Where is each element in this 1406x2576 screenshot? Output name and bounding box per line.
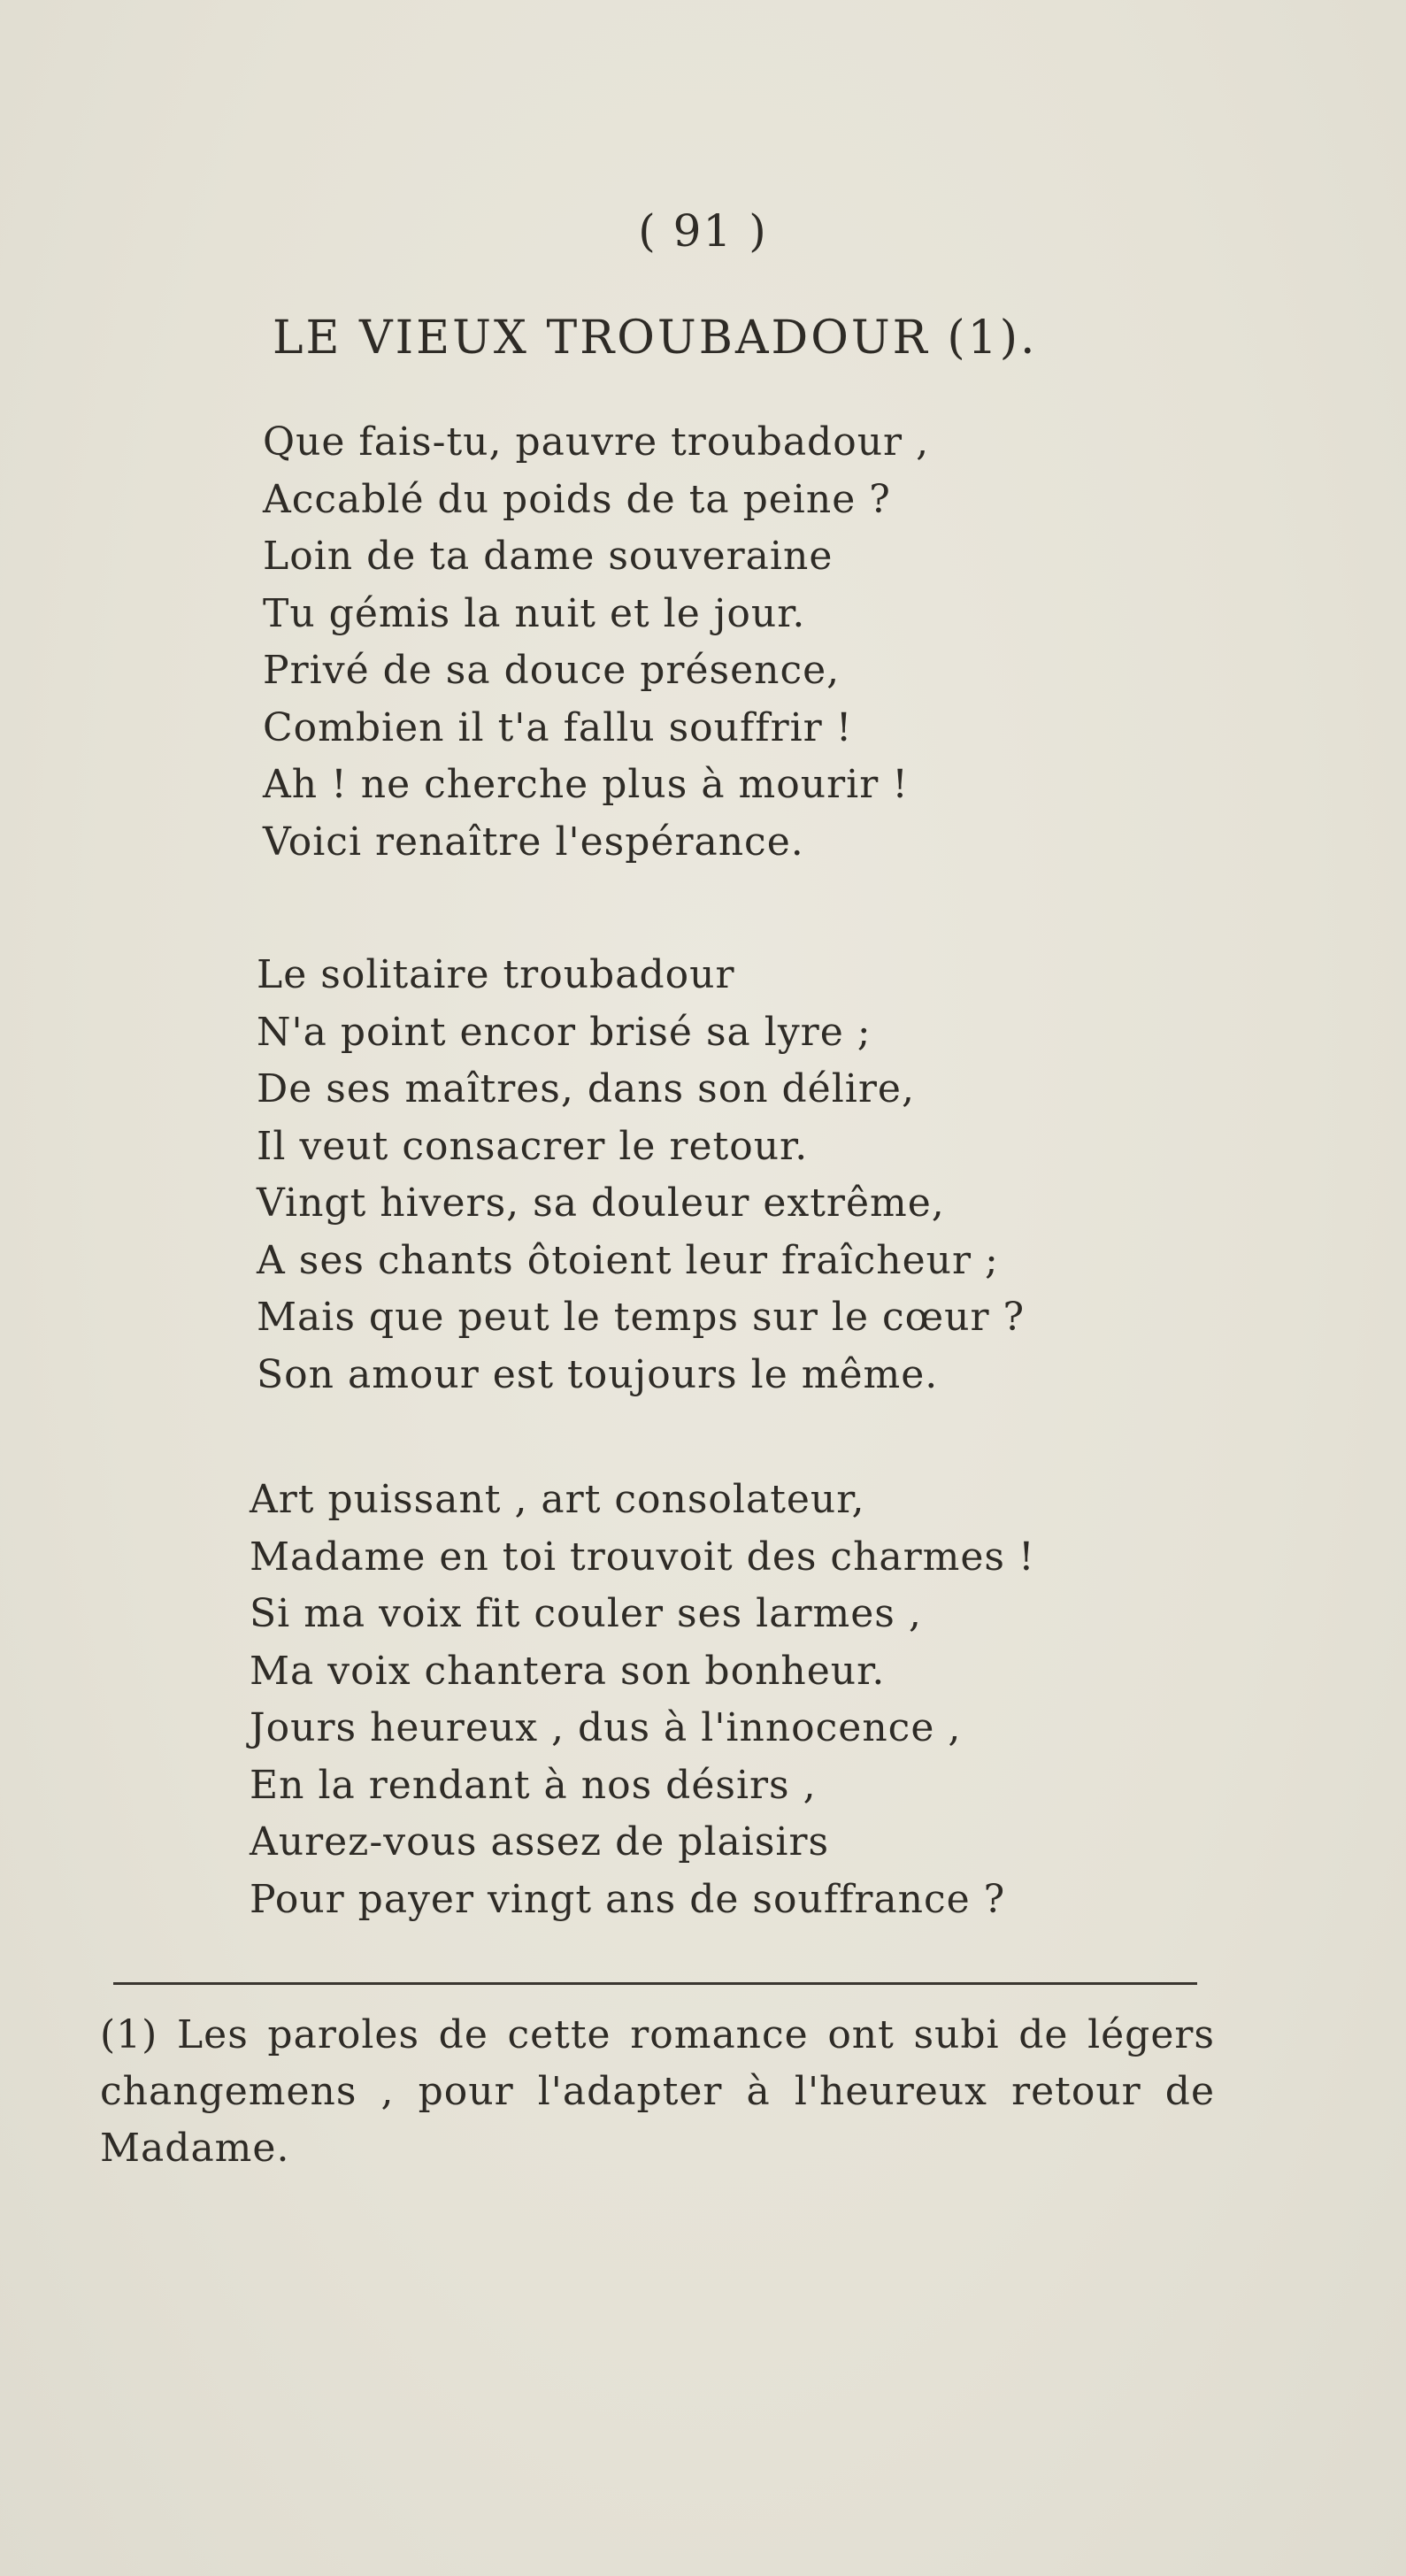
footnote-line: Madame.: [100, 2126, 290, 2171]
page-number: ( 91 ): [638, 205, 768, 257]
verse-line: Madame en toi trouvoit des charmes !: [250, 1534, 1035, 1580]
stanza-3: [250, 1472, 1035, 1928]
verse-line: Si ma voix fit couler ses larmes ,: [250, 1591, 922, 1636]
verse-line: Vingt hivers, sa douleur extrême,: [257, 1180, 945, 1226]
footnote-line: (1) Les paroles de cette romance ont subi de légers: [100, 2012, 1215, 2057]
verse-line: Combien il t'a fallu souffrir !: [263, 704, 853, 750]
poem-title: LE VIEUX TROUBADOUR (1).: [273, 311, 1038, 365]
verse-line: De ses maîtres, dans son délire,: [257, 1066, 915, 1111]
verse-line: Loin de ta dame souveraine: [263, 534, 834, 579]
verse-line: Ah ! ne cherche plus à mourir !: [263, 762, 909, 807]
verse-line: Pour payer vingt ans de souffrance ?: [250, 1876, 1006, 1922]
verse-line: Privé de sa douce présence,: [263, 648, 841, 693]
verse-line: Il veut consacrer le retour.: [257, 1123, 809, 1169]
verse-line: N'a point encor brisé sa lyre ;: [257, 1009, 872, 1055]
verse-line: Ma voix chantera son bonheur.: [250, 1648, 886, 1694]
stanza-1: [263, 414, 929, 871]
verse-line: Voici renaître l'espérance.: [263, 819, 804, 865]
verse-line: Aurez-vous assez de plaisirs: [250, 1819, 830, 1865]
verse-line: Art puissant , art consolateur,: [250, 1477, 865, 1522]
verse-line: Son amour est toujours le même.: [257, 1351, 939, 1397]
footnote-line: changemens , pour l'adapter à l'heureux retour de: [100, 2069, 1215, 2114]
verse-line: Tu gémis la nuit et le jour.: [263, 590, 806, 636]
verse-line: Mais que peut le temps sur le cœur ?: [257, 1295, 1026, 1340]
footnote: [100, 2007, 1215, 2177]
verse-line: A ses chants ôtoient leur fraîcheur ;: [257, 1237, 999, 1283]
verse-line: Le solitaire troubadour: [257, 952, 735, 997]
stanza-2: [257, 947, 1025, 1403]
verse-line: Accablé du poids de ta peine ?: [263, 476, 891, 522]
verse-line: Que fais-tu, pauvre troubadour ,: [263, 419, 930, 465]
footnote-divider: [113, 1982, 1197, 1985]
verse-line: Jours heureux , dus à l'innocence ,: [250, 1705, 962, 1750]
verse-line: En la rendant à nos désirs ,: [250, 1762, 817, 1808]
